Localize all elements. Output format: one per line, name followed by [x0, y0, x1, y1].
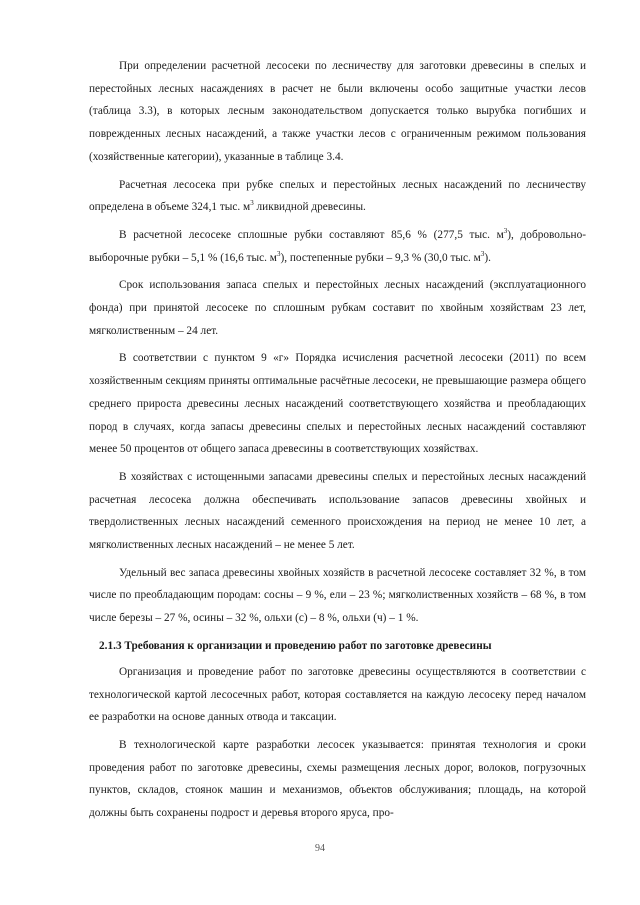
paragraph-technology-map: Организация и проведение работ по заготовке древесины осуществляются в соответствии с технологической картой лесосечных работ, которая составляется на каждую лесосеку перед началом ее разработки на основе данных отвода и таксации. [89, 665, 586, 724]
superscript: 3 [250, 199, 254, 208]
section-heading: 2.1.3 Требования к организации и проведению работ по заготовке древесины [99, 639, 492, 652]
document-page [89, 55, 586, 830]
paragraph-excluded-areas: При определении расчетной лесосеки по лесничеству для заготовки древесины в спелых и перестойных лесных насаждениях в расчет не были включены особо защитные участки лесов (таблица 3.3), в которых лесным законодательством допускается только вырубка погибших и поврежденных лесных насаждений, а также участки лесов с ограниченным режимом пользования (хозяйственные категории), указанные в таблице 3.4. [89, 60, 586, 163]
paragraph-technology-map-contents: В технологической карте разработки лесосек указывается: принятая технология и сроки проведения работ по заготовке древесины, схемы размещения лесных дорог, волоков, погрузочных пунктов, складов, стоянок машин и механизмов, объектов обслуживания; площадь, на которой должны быть сохранены подрост и деревья второго яруса, про- [89, 738, 586, 820]
text-fragment: Расчетная лесосека при рубке спелых и перестойных лесных насаждений по лесничеству определена в объеме 324,1 тыс. м [89, 178, 586, 214]
page-number: 94 [315, 843, 325, 854]
paragraph-calculation-order: В соответствии с пунктом 9 «г» Порядка исчисления расчетной лесосеки (2011) по всем хозяйственным секциям приняты оптимальные расчётные лесосеки, не превышающие размера общего среднего прироста древесины лесных насаждений соответствующего хозяйства и преобладающих пород в случаях, когда запасы древесины спелых и перестойных лесных насаждений составляют менее 50 процентов от общего запаса древесины в соответствующих хозяйствах. [89, 352, 586, 456]
paragraph-usage-period: Срок использования запаса спелых и перестойных лесных насаждений (эксплуатационного фонда) при принятой лесосеке по сплошным рубкам составит по хвойным хозяйствам 23 лет, мягколиственным – 24 лет. [89, 279, 586, 337]
text-fragment: ). [484, 251, 491, 264]
paragraph-cutting-types [89, 224, 586, 269]
superscript: 3 [480, 249, 485, 258]
superscript: 3 [276, 249, 281, 258]
paragraph-species-share: Удельный вес запаса древесины хвойных хозяйств в расчетной лесосеке составляет 32 %, в том числе по преобладающим породам: сосны – 9 %, ели – 23 %; мягколиственных хозяйств – 68 %, в том числе березы – 27 %, осины – 32 %, ольхи (с) – 8 %, ольхи (ч) – 1 %. [89, 566, 586, 625]
text-fragment: ), постепенные рубки – 9,3 % (30,0 тыс. м [280, 251, 481, 264]
text-fragment: ликвидной древесины. [253, 201, 366, 214]
superscript: 3 [503, 227, 508, 236]
text-fragment: В расчетной лесосеке сплошные рубки составляют 85,6 % (277,5 тыс. м [119, 228, 504, 241]
paragraph-depleted-stocks: В хозяйствах с истощенными запасами древесины спелых и перестойных лесных насаждений расчетная лесосека должна обеспечивать использование запасов древесины хвойных и твердолиственных лесных насаждений семенного происхождения на период не менее 10 лет, а мягколиственных лесных насаждений – не менее 5 лет. [89, 470, 586, 552]
paragraph-cutting-volume [89, 174, 586, 219]
text-fragment: ), добровольно-выборочные рубки – 5,1 % (16,6 тыс. м [89, 228, 586, 264]
